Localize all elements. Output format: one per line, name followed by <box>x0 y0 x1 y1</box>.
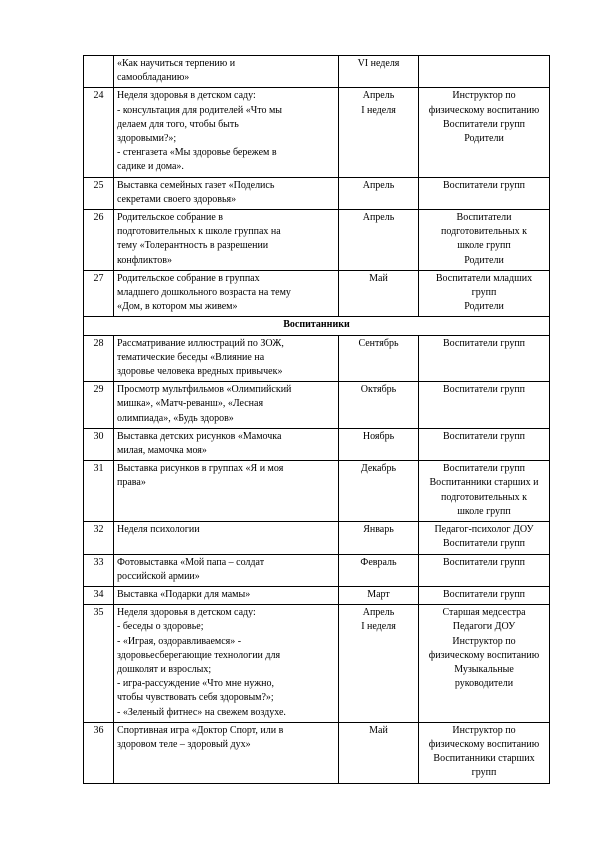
date-cell-line: Май <box>369 272 388 284</box>
responsible-cell-line: Родители <box>464 254 504 266</box>
date-cell <box>339 177 419 209</box>
event-cell-line: милая, мамочка моя» <box>117 445 207 457</box>
date-cell <box>339 335 419 382</box>
responsible-cell-line: подготовительных к <box>441 491 527 503</box>
table-row <box>84 177 550 209</box>
event-cell-line: Фотовыставка «Мой папа – солдат <box>117 556 265 568</box>
event-cell-line: Неделя здоровья в детском саду: <box>117 607 256 619</box>
row-number: 34 <box>84 586 114 604</box>
responsible-cell-line: Воспитатели групп <box>442 337 526 349</box>
event-cell-line: Рассматривание иллюстраций по ЗОЖ, <box>117 337 284 349</box>
event-cell-line: права» <box>117 477 146 489</box>
date-cell <box>339 270 419 317</box>
table-row <box>84 586 550 604</box>
responsible-cell-line: Воспитатели групп <box>442 556 526 568</box>
row-number: 29 <box>84 382 114 429</box>
event-cell-line: Неделя психологии <box>117 524 200 536</box>
date-cell <box>339 605 419 723</box>
responsible-cell-line: групп <box>471 287 497 299</box>
responsible-cell-line: школе групп <box>457 505 511 517</box>
event-cell-line: дошколят и взрослых; <box>117 663 212 675</box>
responsible-cell-line: Родители <box>464 301 504 313</box>
event-cell-line: Неделя здоровья в детском саду: <box>117 90 256 102</box>
event-cell-line: тему «Толерантность в разрешении <box>117 240 269 252</box>
date-cell <box>339 522 419 554</box>
event-cell-line: здоровье человека вредных привычек» <box>117 366 283 378</box>
table-row <box>84 88 550 177</box>
date-cell-line: Февраль <box>360 556 397 568</box>
row-number: 32 <box>84 522 114 554</box>
table-row <box>84 605 550 723</box>
events-table <box>83 55 550 784</box>
responsible-cell <box>419 210 550 271</box>
event-cell-line: Выставка рисунков в группах «Я и моя <box>117 463 284 475</box>
responsible-cell <box>419 382 550 429</box>
row-number: 27 <box>84 270 114 317</box>
responsible-cell-line: Инструктор по <box>452 90 516 102</box>
responsible-cell-line: Инструктор по <box>452 724 516 736</box>
event-cell-line: - игра-рассуждение «Что мне нужно, <box>117 678 275 690</box>
table-row <box>84 210 550 271</box>
responsible-cell <box>419 56 550 88</box>
responsible-cell <box>419 177 550 209</box>
event-cell-line: - «Зеленый фитнес» на свежем воздухе. <box>117 706 286 718</box>
event-cell-line: мишка», «Матч-реванш», «Лесная <box>117 398 264 410</box>
event-cell-line: младшего дошкольного возраста на тему <box>117 287 291 299</box>
date-cell-line: Ноябрь <box>362 430 395 442</box>
event-cell-line: делаем для того, чтобы быть <box>117 118 239 130</box>
date-cell-line: I неделя <box>361 104 396 116</box>
responsible-cell-line: физическому воспитанию <box>428 104 540 116</box>
event-cell <box>114 522 339 554</box>
responsible-cell <box>419 270 550 317</box>
event-cell-line: тематические беседы «Влияние на <box>117 351 265 363</box>
event-cell-line: «Дом, в котором мы живем» <box>117 301 238 313</box>
responsible-cell-line: школе групп <box>457 240 511 252</box>
event-cell-line: - «Играя, оздоравливаемся» - <box>117 635 242 647</box>
date-cell-line: I неделя <box>361 621 396 633</box>
responsible-cell <box>419 554 550 586</box>
event-cell <box>114 335 339 382</box>
section-header: Воспитанники <box>84 317 550 335</box>
event-cell-line: Просмотр мультфильмов «Олимпийский <box>117 384 292 396</box>
date-cell-line: Май <box>369 724 388 736</box>
event-cell-line: Выставка «Подарки для мамы» <box>117 588 251 600</box>
responsible-cell <box>419 522 550 554</box>
event-cell-line: подготовительных к школе группах на <box>117 226 281 238</box>
responsible-cell <box>419 88 550 177</box>
responsible-cell-line: Воспитанники старших и <box>429 477 539 489</box>
responsible-cell <box>419 428 550 460</box>
row-number: 24 <box>84 88 114 177</box>
event-cell <box>114 605 339 723</box>
event-cell <box>114 382 339 429</box>
event-cell-line: чтобы чувствовать себя здоровым?»; <box>117 692 274 704</box>
event-cell <box>114 722 339 783</box>
responsible-cell-line: Воспитатели <box>456 212 512 224</box>
row-number <box>84 56 114 88</box>
date-cell-line: Октябрь <box>360 384 397 396</box>
event-cell-line: - стенгазета «Мы здоровье бережем в <box>117 147 277 159</box>
event-cell-line: садике и дома». <box>117 161 184 173</box>
table-row <box>84 554 550 586</box>
responsible-cell <box>419 586 550 604</box>
table-row <box>84 270 550 317</box>
responsible-cell-line: Воспитатели групп <box>442 588 526 600</box>
responsible-cell-line: физическому воспитанию <box>428 738 540 750</box>
date-cell <box>339 554 419 586</box>
row-number: 35 <box>84 605 114 723</box>
responsible-cell <box>419 722 550 783</box>
event-cell <box>114 210 339 271</box>
responsible-cell-line: Воспитанники старших <box>433 753 535 765</box>
date-cell <box>339 586 419 604</box>
responsible-cell <box>419 461 550 522</box>
table-row <box>84 461 550 522</box>
events-table-body <box>84 56 550 784</box>
row-number: 36 <box>84 722 114 783</box>
event-cell-line: олимпиада», «Будь здоров» <box>117 412 234 424</box>
event-cell <box>114 56 339 88</box>
date-cell-line: Декабрь <box>360 463 397 475</box>
responsible-cell-line: Воспитатели младших <box>435 272 533 284</box>
event-cell <box>114 461 339 522</box>
responsible-cell-line: физическому воспитанию <box>428 649 540 661</box>
row-number: 25 <box>84 177 114 209</box>
responsible-cell <box>419 335 550 382</box>
event-cell <box>114 554 339 586</box>
row-number: 28 <box>84 335 114 382</box>
date-cell <box>339 722 419 783</box>
responsible-cell-line: Воспитатели групп <box>442 118 526 130</box>
responsible-cell-line: Старшая медсестра <box>442 607 526 619</box>
date-cell-line: Апрель <box>362 607 395 619</box>
responsible-cell-line: Музыкальные <box>454 663 514 675</box>
event-cell <box>114 428 339 460</box>
date-cell <box>339 428 419 460</box>
date-cell-line: VI неделя <box>357 58 400 69</box>
date-cell-line: Апрель <box>362 179 395 191</box>
event-cell-line: - беседы о здоровье; <box>117 621 204 633</box>
date-cell <box>339 210 419 271</box>
event-cell-line: российской армии» <box>117 570 200 582</box>
row-number: 30 <box>84 428 114 460</box>
event-cell-line: Выставка детских рисунков «Мамочка <box>117 430 282 442</box>
event-cell-line: здоровыми?»; <box>117 133 177 145</box>
event-cell <box>114 586 339 604</box>
event-cell-line: самообладанию» <box>117 72 190 84</box>
table-row <box>84 56 550 88</box>
date-cell-line: Сентябрь <box>358 337 399 349</box>
responsible-cell-line: подготовительных к <box>441 226 527 238</box>
responsible-cell-line: Воспитатели групп <box>442 538 526 550</box>
responsible-cell-line: Родители <box>464 133 504 145</box>
responsible-cell-line: Воспитатели групп <box>442 384 526 396</box>
date-cell-line: Март <box>367 588 390 600</box>
table-row <box>84 382 550 429</box>
responsible-cell <box>419 605 550 723</box>
event-cell-line: Спортивная игра «Доктор Спорт, или в <box>117 724 284 736</box>
table-row <box>84 522 550 554</box>
date-cell <box>339 461 419 522</box>
event-cell-line: - консультация для родителей «Что мы <box>117 104 283 116</box>
event-cell-line: «Как научиться терпению и <box>117 58 236 69</box>
event-cell-line: конфликтов» <box>117 254 172 266</box>
event-cell <box>114 270 339 317</box>
date-cell <box>339 88 419 177</box>
event-cell-line: секретами своего здоровья» <box>117 193 237 205</box>
row-number: 33 <box>84 554 114 586</box>
responsible-cell-line: Воспитатели групп <box>442 463 526 475</box>
responsible-cell-line: Педагог-психолог ДОУ <box>434 524 534 536</box>
date-cell <box>339 382 419 429</box>
date-cell-line: Апрель <box>362 212 395 224</box>
row-number: 31 <box>84 461 114 522</box>
date-cell-line: Январь <box>363 524 394 536</box>
row-number: 26 <box>84 210 114 271</box>
event-cell-line: Выставка семейных газет «Поделись <box>117 179 275 191</box>
date-cell-line: Апрель <box>362 90 395 102</box>
table-row <box>84 428 550 460</box>
table-row <box>84 335 550 382</box>
event-cell-line: здоровом теле – здоровый дух» <box>117 738 251 750</box>
table-row <box>84 722 550 783</box>
responsible-cell-line: Воспитатели групп <box>442 179 526 191</box>
responsible-cell-line: Педагоги ДОУ <box>452 621 516 633</box>
responsible-cell-line: Воспитатели групп <box>442 430 526 442</box>
responsible-cell-line: Инструктор по <box>452 635 516 647</box>
responsible-cell-line: руководители <box>454 678 514 690</box>
section-row <box>84 317 550 335</box>
event-cell <box>114 177 339 209</box>
event-cell-line: Родительское собрание в группах <box>117 272 260 284</box>
event-cell-line: Родительское собрание в <box>117 212 224 224</box>
event-cell <box>114 88 339 177</box>
event-cell-line: здоровьесберегающие технологии для <box>117 649 281 661</box>
responsible-cell-line: групп <box>471 767 497 779</box>
date-cell <box>339 56 419 88</box>
